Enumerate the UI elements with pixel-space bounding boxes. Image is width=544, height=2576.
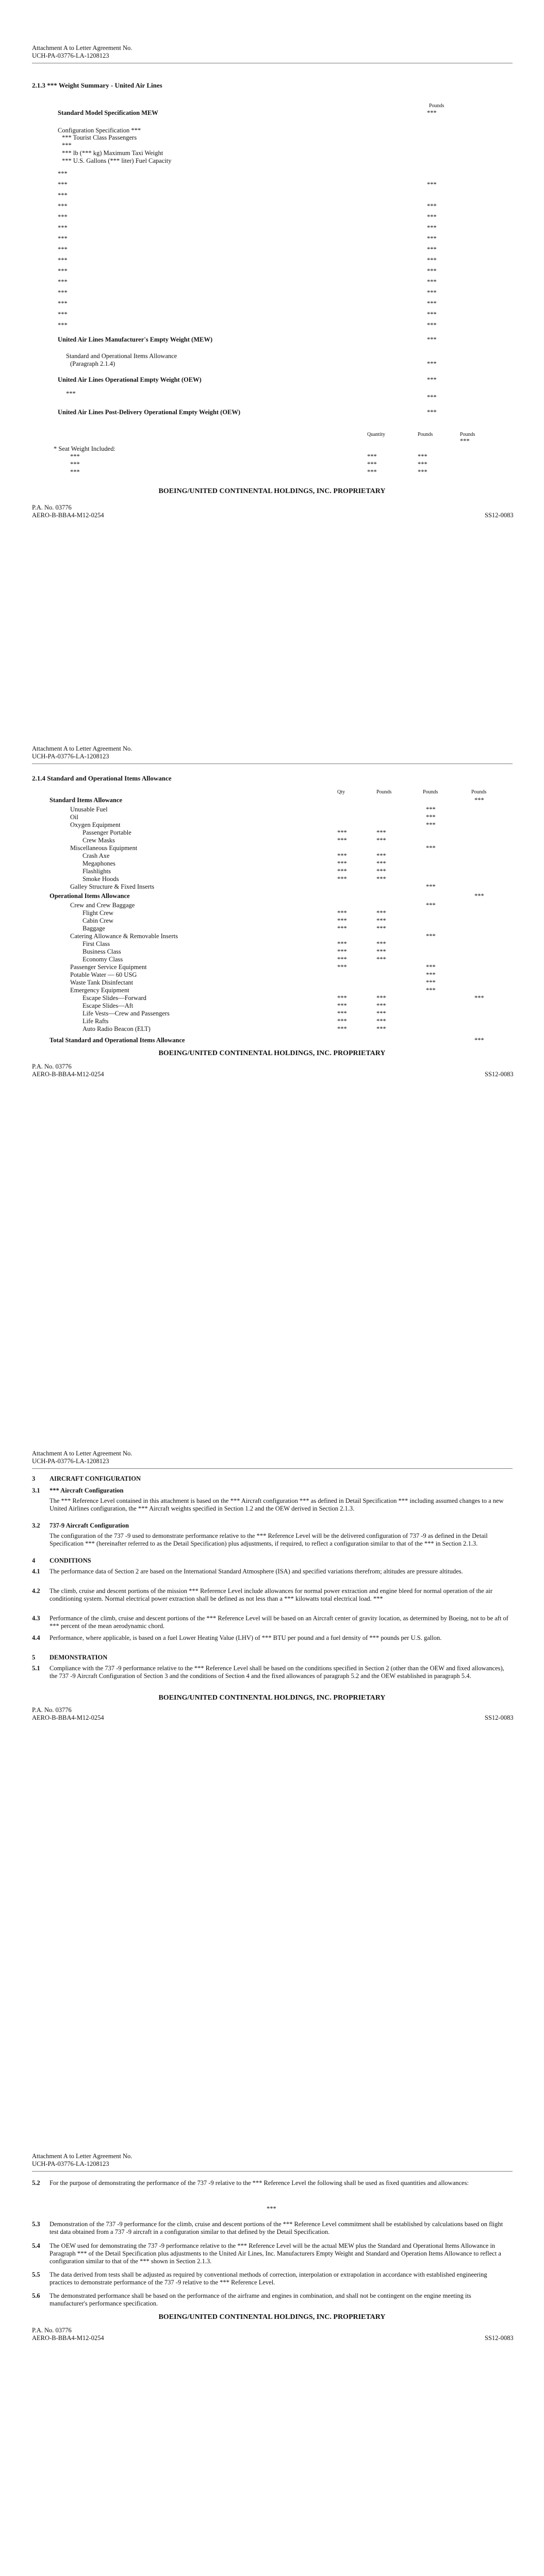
section-heading: *** Aircraft Configuration xyxy=(50,1487,124,1494)
lbs: *** xyxy=(376,917,386,924)
proprietary-notice: BOEING/UNITED CONTINENTAL HOLDINGS, INC. PROPRIETARY xyxy=(158,2313,386,2321)
ss-number: SS12-0083 xyxy=(485,2334,514,2342)
qty: *** xyxy=(337,994,347,1002)
weight-item: *** xyxy=(58,311,68,318)
document-number: UCH-PA-03776-LA-1208123 xyxy=(32,1458,109,1465)
page-1 xyxy=(0,0,544,701)
seat-item: *** xyxy=(70,453,80,460)
fuel-capacity: *** U.S. Gallons (*** liter) Fuel Capacity xyxy=(62,157,172,164)
weight-item: *** xyxy=(58,267,68,275)
seat-weight: *** xyxy=(418,461,427,468)
unusable-fuel-value: *** xyxy=(426,806,436,813)
weight-value: *** xyxy=(427,181,437,188)
paragraph-number: 5.3 xyxy=(32,2221,40,2228)
paragraph: The data derived from tests shall be adjusted as required by conventional methods of correction, interpolation or extrapolation in accordance with established engineering practices to demonstrate performance of the 737 -9 relative to the *** Reference Level. xyxy=(50,2271,487,2286)
post-delivery-oew-value: *** xyxy=(427,409,437,416)
weight-value: *** xyxy=(427,278,437,285)
weight-item: *** xyxy=(58,170,68,177)
paragraph: The *** Reference Level contained in this attachment is based on the *** Aircraft configuration *** as defined in Detail Specification *** including assumed changes to a new United Airlines configuration, the *** Aircraft weights specified in Section 1.2 and the OEW derived in Section 2.1.3. xyxy=(50,1497,504,1512)
life-vests: Life Vests—Crew and Passengers xyxy=(83,1010,170,1017)
flashlights: Flashlights xyxy=(83,868,111,875)
seat-qty: *** xyxy=(367,461,377,468)
qty: *** xyxy=(337,909,347,917)
ss-number: SS12-0083 xyxy=(485,512,514,519)
pa-number: P.A. No. 03776 xyxy=(32,504,72,511)
proprietary-notice: BOEING/UNITED CONTINENTAL HOLDINGS, INC. PROPRIETARY xyxy=(158,487,386,495)
header-rule xyxy=(32,2171,513,2172)
lbs: *** xyxy=(376,852,386,859)
section-number: 3 xyxy=(32,1475,36,1482)
paragraph: Demonstration of the 737 -9 performance for the climb, cruise and descent portions of the *** Reference Level commitment shall be established by calculations based on flight test data obtained from a 737 -9 aircraft in a configuration similar to that defined by the Detail Specification. xyxy=(50,2221,503,2235)
seat-qty: *** xyxy=(367,453,377,460)
weight-item: *** xyxy=(58,192,68,199)
paragraph-number: 4.1 xyxy=(32,1568,40,1575)
aero-number: AERO-B-BBA4-M12-0254 xyxy=(32,2334,104,2342)
pounds-header: Pounds xyxy=(460,432,475,437)
weight-item: *** xyxy=(58,321,68,329)
weight-value: *** xyxy=(427,235,437,242)
crew-masks: Crew Masks xyxy=(83,837,115,844)
mew-label: United Air Lines Manufacturer's Empty Weight (MEW) xyxy=(58,336,212,343)
section-number: 4 xyxy=(32,1557,36,1564)
stars: *** xyxy=(460,437,470,445)
lbs: *** xyxy=(376,1010,386,1017)
passenger-service-equipment: Passenger Service Equipment xyxy=(70,963,147,971)
qty: *** xyxy=(337,852,347,859)
soia-label: Standard and Operational Items Allowance xyxy=(66,352,177,360)
lbs: *** xyxy=(376,837,386,844)
pounds-header: Pounds xyxy=(471,789,487,795)
section-heading: 737-9 Aircraft Configuration xyxy=(50,1522,129,1529)
total-allowance-value: *** xyxy=(474,1037,484,1044)
section-heading: CONDITIONS xyxy=(50,1557,91,1564)
paragraph-number: 5.6 xyxy=(32,2292,40,2299)
weight-item: *** xyxy=(58,300,68,307)
pa-number: P.A. No. 03776 xyxy=(32,1706,72,1714)
weight-value: *** xyxy=(427,267,437,275)
page-3 xyxy=(0,1404,544,2109)
passenger-portable: Passenger Portable xyxy=(83,829,131,836)
section-number: 3.2 xyxy=(32,1522,40,1529)
paragraph-number: 4.3 xyxy=(32,1615,40,1622)
document-number: UCH-PA-03776-LA-1208123 xyxy=(32,52,109,59)
emergency-value: *** xyxy=(426,987,436,994)
weight-value: *** xyxy=(427,311,437,318)
lbs: *** xyxy=(376,948,386,955)
qty: *** xyxy=(337,948,347,955)
lbs: *** xyxy=(376,925,386,932)
weight-item: *** xyxy=(58,246,68,253)
weight-item: *** xyxy=(58,213,68,221)
emergency-equipment: Emergency Equipment xyxy=(70,987,129,994)
qty: *** xyxy=(337,875,347,883)
operational-total: *** xyxy=(474,892,484,900)
business-class: Business Class xyxy=(83,948,121,955)
galley-value: *** xyxy=(426,883,436,890)
weight-value: *** xyxy=(427,246,437,253)
section-number: 5 xyxy=(32,1654,36,1661)
water-value: *** xyxy=(426,971,436,978)
aero-number: AERO-B-BBA4-M12-0254 xyxy=(32,1071,104,1078)
paragraph: The demonstrated performance shall be based on the performance of the airframe and engines in combination, and shall not be contingent on the engine meeting its manufacturer's performance specification. xyxy=(50,2292,471,2307)
page-4 xyxy=(0,2109,544,2576)
operational-items: Operational Items Allowance xyxy=(50,892,130,900)
tourist-passengers: *** Tourist Class Passengers xyxy=(62,134,137,141)
oew-value: *** xyxy=(427,376,437,383)
paragraph: The configuration of the 737 -9 used to demonstrate performance relative to the *** Reference Level will be the delivered configuration of 737 -9 as defined in the Detail Specification *** (hereinafter referred to as the Detail Specification) plus adjustments, if required, to reflect a configuration similar to that of the *** in Section 2.1.3. xyxy=(50,1532,488,1547)
seat-item: *** xyxy=(70,468,80,476)
pa-number: P.A. No. 03776 xyxy=(32,1063,72,1070)
flight-crew: Flight Crew xyxy=(83,909,114,917)
mew-value: *** xyxy=(427,336,437,343)
catering: Catering Allowance & Removable Inserts xyxy=(70,933,178,940)
crash-axe: Crash Axe xyxy=(83,852,110,859)
qty: *** xyxy=(337,829,347,836)
weight-value: *** xyxy=(427,300,437,307)
crew-baggage-value: *** xyxy=(426,902,436,909)
lbs: *** xyxy=(376,1018,386,1025)
qty: *** xyxy=(337,917,347,924)
paragraph: Performance, where applicable, is based on a fuel Lower Heating Value (LHV) of *** BTU per pound and a fuel density of *** pounds per U.S. gallon. xyxy=(50,1634,442,1641)
weight-item: *** xyxy=(58,202,68,210)
header-rule xyxy=(32,1468,513,1469)
paragraph-number: 5.5 xyxy=(32,2271,40,2278)
unusable-fuel: Unusable Fuel xyxy=(70,806,108,813)
document-number: UCH-PA-03776-LA-1208123 xyxy=(32,753,109,760)
emergency-total: *** xyxy=(474,994,484,1002)
proprietary-notice: BOEING/UNITED CONTINENTAL HOLDINGS, INC. PROPRIETARY xyxy=(158,1694,386,1702)
oew-item: *** xyxy=(66,390,76,397)
cabin-crew: Cabin Crew xyxy=(83,917,114,924)
weight-item: *** xyxy=(58,257,68,264)
smoke-hoods: Smoke Hoods xyxy=(83,875,119,883)
document-number: UCH-PA-03776-LA-1208123 xyxy=(32,2160,109,2167)
weight-item: *** xyxy=(58,181,68,188)
paragraph-number: 4.4 xyxy=(32,1634,40,1641)
potable-water: Potable Water — 60 USG xyxy=(70,971,137,978)
lbs: *** xyxy=(376,868,386,875)
galley-structure: Galley Structure & Fixed Inserts xyxy=(70,883,155,890)
misc-equipment: Miscellaneous Equipment xyxy=(70,844,138,852)
weight-item: *** xyxy=(58,289,68,296)
economy-class: Economy Class xyxy=(83,956,123,963)
proprietary-notice: BOEING/UNITED CONTINENTAL HOLDINGS, INC. PROPRIETARY xyxy=(158,1049,386,1057)
lbs: *** xyxy=(376,909,386,917)
page-2 xyxy=(0,701,544,1404)
quantity-header: Quantity xyxy=(367,432,385,437)
paragraph: Performance of the climb, cruise and descent portions of the *** Reference Level will be based on an Aircraft center of gravity location, as determined by Boeing, not to be aft of *** percent of the mean aerodynamic chord. xyxy=(50,1615,508,1630)
crew-baggage: Crew and Crew Baggage xyxy=(70,902,135,909)
paragraph-number: 5.4 xyxy=(32,2242,40,2249)
pounds-header: Pounds xyxy=(418,432,433,437)
lbs: *** xyxy=(376,1002,386,1009)
oxygen-equipment: Oxygen Equipment xyxy=(70,821,121,828)
paragraph-number: 4.2 xyxy=(32,1587,40,1595)
weight-value: *** xyxy=(427,321,437,329)
waste-value: *** xyxy=(426,979,436,986)
pa-number: P.A. No. 03776 xyxy=(32,2327,72,2334)
stars: *** xyxy=(62,142,72,149)
seat-weight: *** xyxy=(418,453,427,460)
seat-weight: *** xyxy=(418,468,427,476)
seat-weight-label: * Seat Weight Included: xyxy=(54,445,116,452)
pse-value: *** xyxy=(426,963,436,971)
lbs: *** xyxy=(376,1025,386,1032)
pounds-header: Pounds xyxy=(423,789,438,795)
stars: *** xyxy=(427,109,437,116)
megaphones: Megaphones xyxy=(83,860,116,867)
section-heading: DEMONSTRATION xyxy=(50,1654,108,1661)
qty: *** xyxy=(337,860,347,867)
post-delivery-oew: United Air Lines Post-Delivery Operational Empty Weight (OEW) xyxy=(58,409,241,416)
ss-number: SS12-0083 xyxy=(485,1071,514,1078)
config-spec: Configuration Specification *** xyxy=(58,127,141,134)
qty: *** xyxy=(337,1010,347,1017)
escape-slides-forward: Escape Slides—Forward xyxy=(83,994,146,1002)
life-rafts: Life Rafts xyxy=(83,1018,109,1025)
qty: *** xyxy=(337,1002,347,1009)
lbs: *** xyxy=(376,940,386,947)
section-heading: AIRCRAFT CONFIGURATION xyxy=(50,1475,141,1482)
lbs: *** xyxy=(376,860,386,867)
weight-item: *** xyxy=(58,224,68,231)
total-allowance: Total Standard and Operational Items Allowance xyxy=(50,1037,185,1044)
standard-items: Standard Items Allowance xyxy=(50,796,122,804)
paragraph-number: 5.2 xyxy=(32,2179,40,2187)
weight-value: *** xyxy=(427,224,437,231)
standard-model-spec: Standard Model Specification MEW xyxy=(58,109,158,116)
standard-total: *** xyxy=(474,796,484,804)
weight-item: *** xyxy=(58,235,68,242)
escape-slides-aft: Escape Slides—Aft xyxy=(83,1002,134,1009)
qty-header: Qty xyxy=(337,789,345,795)
pounds-column-header: Pounds xyxy=(429,103,444,109)
oil-value: *** xyxy=(426,814,436,821)
max-taxi-weight: *** lb (*** kg) Maximum Taxi Weight xyxy=(62,149,163,157)
oxygen-value: *** xyxy=(426,821,436,828)
section-title: 2.1.4 Standard and Operational Items Allowance xyxy=(32,774,172,782)
qty: *** xyxy=(337,963,347,971)
qty: *** xyxy=(337,837,347,844)
waste-tank: Waste Tank Disinfectant xyxy=(70,979,134,986)
weight-item: *** xyxy=(58,278,68,285)
seat-item: *** xyxy=(70,461,80,468)
misc-value: *** xyxy=(426,844,436,852)
aero-number: AERO-B-BBA4-M12-0254 xyxy=(32,512,104,519)
lbs: *** xyxy=(376,994,386,1002)
first-class: First Class xyxy=(83,940,110,947)
paragraph: The climb, cruise and descent portions of the mission *** Reference Level include allowances for normal power extraction and engine bleed for normal operation of the air conditioning system. Normal electrical power extraction shall be defined as not less than a *** kilowatts total electrical load. *** xyxy=(50,1587,493,1602)
paragraph: Compliance with the 737 -9 performance relative to the *** Reference Level shall be based on the conditions specified in Section 2 (other than the OEW and fixed allowances), the 737 -9 Aircraft Configuration of Section 3 and the conditions of Section 4 and the fixed allowances of paragraph 5.2 and the OEW established in paragraph 5.4. xyxy=(50,1665,504,1680)
weight-value: *** xyxy=(427,213,437,221)
oil: Oil xyxy=(70,814,78,821)
auto-radio-beacon: Auto Radio Beacon (ELT) xyxy=(83,1025,151,1032)
lbs: *** xyxy=(376,956,386,963)
paragraph: The OEW used for demonstrating the 737 -9 performance relative to the *** Reference Level will be the actual MEW plus the Standard and Operational Items Allowance in Paragraph *** of the Detail Specification plus adjustments to the United Air Lines, Inc. Manufacturers Empty Weight and Standard and Operation Items Allowance to reflect a configuration similar to that of the *** shown in Section 2.1.3. xyxy=(50,2242,501,2265)
section-title: 2.1.3 *** Weight Summary - United Air Lines xyxy=(32,81,162,89)
catering-value: *** xyxy=(426,933,436,940)
baggage: Baggage xyxy=(83,925,105,932)
weight-value: *** xyxy=(427,202,437,210)
soia-value: *** xyxy=(427,360,437,367)
lbs: *** xyxy=(376,829,386,836)
oew-label: United Air Lines Operational Empty Weight (OEW) xyxy=(58,376,202,383)
aero-number: AERO-B-BBA4-M12-0254 xyxy=(32,1714,104,1721)
weight-value: *** xyxy=(427,257,437,264)
paragraph: For the purpose of demonstrating the performance of the 737 -9 relative to the *** Reference Level the following shall be used as fixed quantities and allowances: xyxy=(50,2179,469,2187)
attachment-header: Attachment A to Letter Agreement No. xyxy=(32,44,133,52)
attachment-header: Attachment A to Letter Agreement No. xyxy=(32,2153,133,2160)
attachment-header: Attachment A to Letter Agreement No. xyxy=(32,745,133,752)
paragraph: The performance data of Section 2 are based on the International Standard Atmosphere (ISA) and specified variations therefrom; altitudes are pressure altitudes. xyxy=(50,1568,463,1575)
ss-number: SS12-0083 xyxy=(485,1714,514,1721)
qty: *** xyxy=(337,940,347,947)
qty: *** xyxy=(337,1018,347,1025)
qty: *** xyxy=(337,1025,347,1032)
seat-qty: *** xyxy=(367,468,377,476)
section-number: 3.1 xyxy=(32,1487,40,1494)
pounds-header: Pounds xyxy=(376,789,392,795)
qty: *** xyxy=(337,925,347,932)
qty: *** xyxy=(337,956,347,963)
oew-item-value: *** xyxy=(427,394,437,401)
redacted-allowances: *** xyxy=(267,2205,276,2212)
lbs: *** xyxy=(376,875,386,883)
paragraph-ref: (Paragraph 2.1.4) xyxy=(70,360,116,367)
attachment-header: Attachment A to Letter Agreement No. xyxy=(32,1450,133,1457)
weight-value: *** xyxy=(427,289,437,296)
paragraph-number: 5.1 xyxy=(32,1665,40,1672)
qty: *** xyxy=(337,868,347,875)
